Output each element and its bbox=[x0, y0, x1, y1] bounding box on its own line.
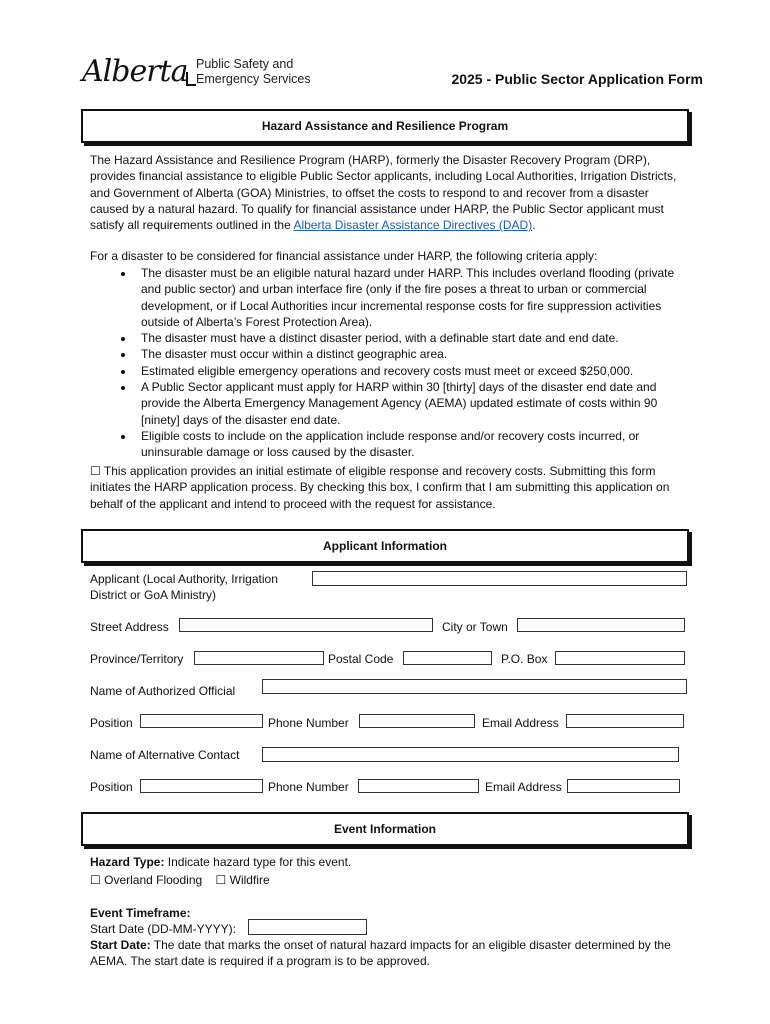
department-name bbox=[196, 57, 326, 87]
applicant-name-field[interactable] bbox=[312, 571, 687, 586]
applicant-label-line-2: District or GoA Ministry) bbox=[90, 588, 217, 602]
dept-line-1: Public Safety and bbox=[196, 57, 294, 71]
alt-position-field[interactable] bbox=[140, 779, 263, 793]
alt-email-label: Email Address bbox=[485, 780, 562, 794]
criteria-item: • Estimated eligible emergency operations and recovery costs must meet or exceed $250,000. bbox=[135, 363, 687, 379]
po-box-field[interactable] bbox=[555, 651, 685, 665]
section-heading-event: Event Information bbox=[81, 812, 689, 846]
alternative-contact-label: Name of Alternative Contact bbox=[90, 748, 240, 762]
event-timeframe-title: Event Timeframe: bbox=[90, 906, 191, 920]
confirm-text: This application provides an initial estimate of eligible response and recovery costs. Submitting this form initiates the HARP application process. By checking this box, I confirm that I am submitting this application on behalf of the applicant and intend to proceed with the request for assistance. bbox=[90, 464, 670, 511]
confirmation-paragraph bbox=[90, 463, 670, 512]
hazard-type-heading: Hazard Type: bbox=[90, 855, 165, 869]
criteria-item: • The disaster must occur within a distinct geographic area. bbox=[135, 346, 687, 362]
alternative-contact-field[interactable] bbox=[262, 747, 679, 762]
po-box-label: P.O. Box bbox=[501, 652, 548, 666]
section-heading-harp: Hazard Assistance and Resilience Program bbox=[81, 109, 689, 143]
intro-end: . bbox=[532, 218, 536, 233]
applicant-label bbox=[90, 571, 278, 603]
street-address-label: Street Address bbox=[90, 620, 169, 634]
start-date-definition: The date that marks the onset of natural hazard impacts for an eligible disaster determined by the AEMA. The start date is required if a program is to be approved. bbox=[90, 938, 671, 969]
intro-text: The Hazard Assistance and Resilience Program (HARP), formerly the Disaster Recovery Program (DRP), provides financial assistance to eligible Public Sector applicants, including Local Authorities, Irrigation Districts, and Government of Alberta (GOA) Ministries, to offset the costs to respond to and recover from a disaster caused by a natural hazard. To qualify for financial assistance under HARP, the Public Sector applicant must satisfy all requirements outlined in the bbox=[90, 153, 677, 233]
province-label: Province/Territory bbox=[90, 652, 184, 666]
event-timeframe-heading bbox=[90, 905, 190, 921]
alt-email-field[interactable] bbox=[567, 779, 680, 793]
logo-mark-icon bbox=[186, 72, 196, 86]
start-date-field[interactable] bbox=[248, 919, 367, 935]
alt-position-label: Position bbox=[90, 780, 133, 794]
email-field[interactable] bbox=[566, 714, 684, 728]
applicant-label-line-1: Applicant (Local Authority, Irrigation bbox=[90, 572, 278, 586]
authorized-official-label: Name of Authorized Official bbox=[90, 684, 236, 698]
criteria-intro: For a disaster to be considered for financial assistance under HARP, the following criteria apply: bbox=[90, 249, 598, 263]
postal-code-label: Postal Code bbox=[328, 652, 394, 666]
criteria-item: • The disaster must have a distinct disaster period, with a definable start date and end date. bbox=[135, 330, 687, 346]
hazard-options bbox=[90, 872, 270, 888]
confirm-checkbox[interactable]: ☐ bbox=[90, 464, 101, 478]
criteria-item: • A Public Sector applicant must apply for HARP within 30 [thirty] days of the disaster end date and provide the Alberta Emergency Management Agency (AEMA) updated estimate of costs within 90 [ninety] days of the disaster end date. bbox=[135, 379, 687, 428]
start-date-term: Start Date: bbox=[90, 938, 151, 952]
email-label: Email Address bbox=[482, 716, 559, 730]
section-heading-applicant: Applicant Information bbox=[81, 529, 689, 563]
intro-paragraph bbox=[90, 152, 687, 233]
logo-wordmark: Alberta bbox=[82, 54, 188, 89]
criteria-list bbox=[90, 265, 687, 461]
postal-code-field[interactable] bbox=[403, 651, 492, 665]
city-field[interactable] bbox=[517, 618, 685, 632]
criteria-item: • The disaster must be an eligible natural hazard under HARP. This includes overland flooding (private and public sector) and urban interface fire (only if the fire poses a threat to urban or commercial development, or if Local Authorities incur incremental response costs for fire suppression activities outside of Alberta’s Forest Protection Area). bbox=[135, 265, 687, 330]
form-title: 2025 - Public Sector Application Form bbox=[451, 71, 703, 87]
wildfire-checkbox[interactable]: ☐ bbox=[215, 873, 227, 887]
wildfire-label: Wildfire bbox=[229, 873, 270, 887]
overland-flooding-checkbox[interactable]: ☐ bbox=[90, 873, 101, 887]
start-date-label: Start Date (DD-MM-YYYY): bbox=[90, 922, 237, 936]
position-field[interactable] bbox=[140, 714, 263, 728]
alberta-logo bbox=[82, 52, 312, 94]
dad-link[interactable]: Alberta Disaster Assistance Directives (DAD) bbox=[293, 218, 533, 233]
overland-flooding-label: Overland Flooding bbox=[104, 873, 203, 887]
alt-phone-field[interactable] bbox=[358, 779, 479, 793]
dept-line-2: Emergency Services bbox=[196, 72, 311, 86]
criteria-item: • Eligible costs to include on the application include response and/or recovery costs incurred, or uninsurable damage or loss caused by the disaster. bbox=[135, 428, 687, 461]
city-label: City or Town bbox=[442, 620, 508, 634]
phone-field[interactable] bbox=[359, 714, 475, 728]
alt-phone-label: Phone Number bbox=[268, 780, 349, 794]
street-address-field[interactable] bbox=[179, 618, 433, 632]
start-date-description bbox=[90, 937, 690, 970]
hazard-type-line bbox=[90, 854, 351, 870]
authorized-official-field[interactable] bbox=[262, 679, 687, 694]
position-label: Position bbox=[90, 716, 133, 730]
phone-label: Phone Number bbox=[268, 716, 349, 730]
province-field[interactable] bbox=[194, 651, 324, 665]
hazard-type-instruction: Indicate hazard type for this event. bbox=[164, 855, 352, 869]
